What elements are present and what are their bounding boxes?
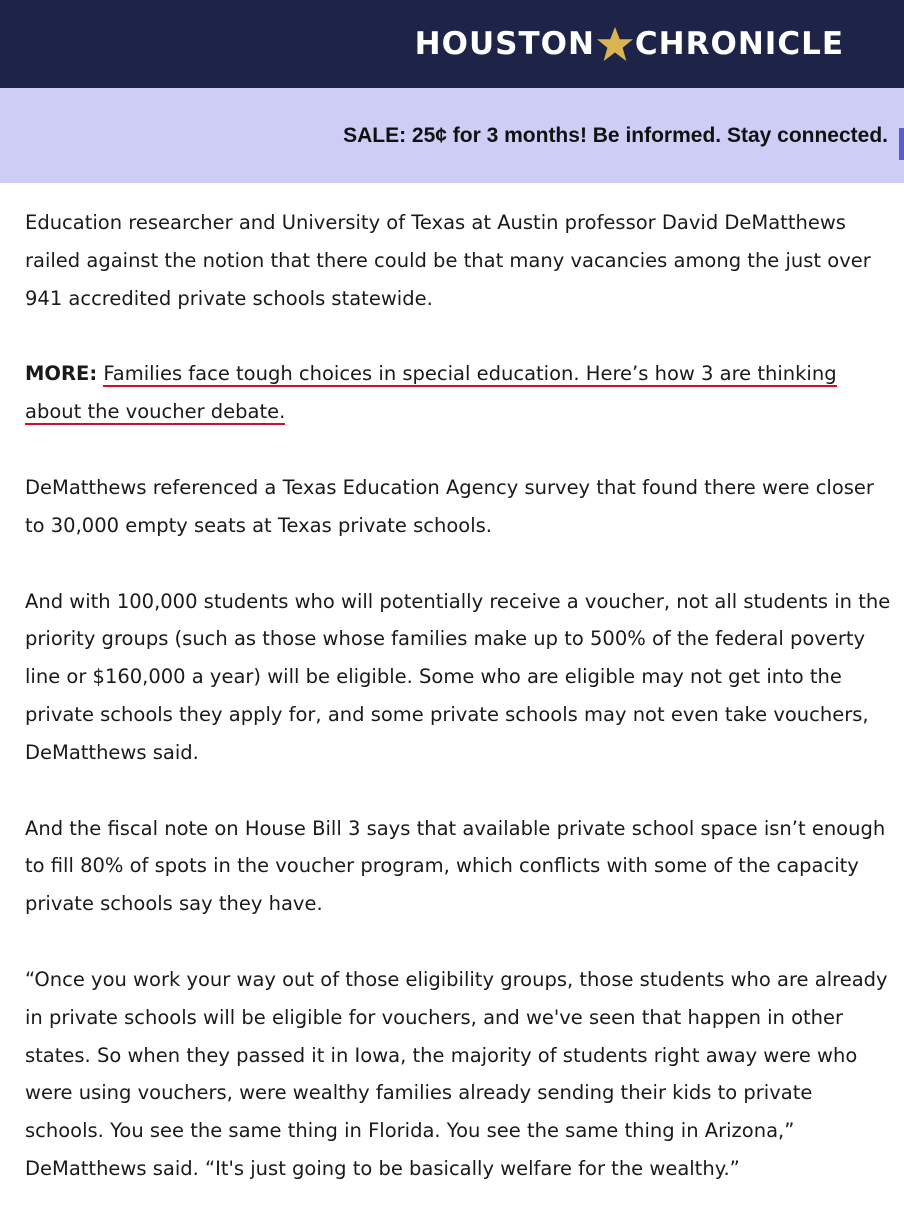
article-paragraph: DeMatthews referenced a Texas Education Agency survey that found there were closer to 30,000 empty seats at Texas private schools.: [25, 475, 874, 537]
promo-sale-text[interactable]: SALE: 25¢ for 3 months! Be informed. Stay connected.: [343, 124, 888, 147]
related-article-link[interactable]: Families face tough choices in special education. Here’s how 3 are thinking about the voucher debate.: [25, 362, 837, 424]
article-paragraph: “Once you work your way out of those eligibility groups, those students who are already in private schools will be eligible for vouchers, and we've seen that happen in other states. So when they passed it in Iowa, the majority of students right away were who were using vouchers, were wealthy families already sending their kids to private schools. You see the same thing in Florida. You see the same thing in Arizona,” DeMatthews said. “It's just going to be basically welfare for the wealthy.”: [25, 967, 888, 1180]
more-label: MORE:: [25, 362, 98, 386]
article-body: [25, 204, 893, 1226]
site-header: [0, 0, 904, 88]
promo-accent-bar: [899, 128, 904, 160]
star-icon: [596, 25, 634, 63]
houston-chronicle-logo[interactable]: [415, 22, 844, 66]
subscription-promo-banner[interactable]: [0, 88, 904, 183]
logo-text-chronicle: CHRONICLE: [634, 26, 844, 62]
more-related-link: [25, 355, 893, 431]
logo-text-houston: HOUSTON: [414, 26, 595, 62]
article-paragraph: Education researcher and University of Texas at Austin professor David DeMatthews railed against the notion that there could be that many vacancies among the just over 941 accredited private schools statewide.: [25, 211, 871, 310]
article-paragraph: And with 100,000 students who will potentially receive a voucher, not all students in the priority groups (such as those whose families make up to 500% of the federal poverty line or $160,000 a year) will be eligible. Some who are eligible may not get into the private schools they apply for, and some private schools may not even take vouchers, DeMatthews said.: [25, 589, 891, 764]
article-paragraph: And the fiscal note on House Bill 3 says that available private school space isn’t enough to fill 80% of spots in the voucher program, which conflicts with some of the capacity private schools say they have.: [25, 816, 886, 916]
